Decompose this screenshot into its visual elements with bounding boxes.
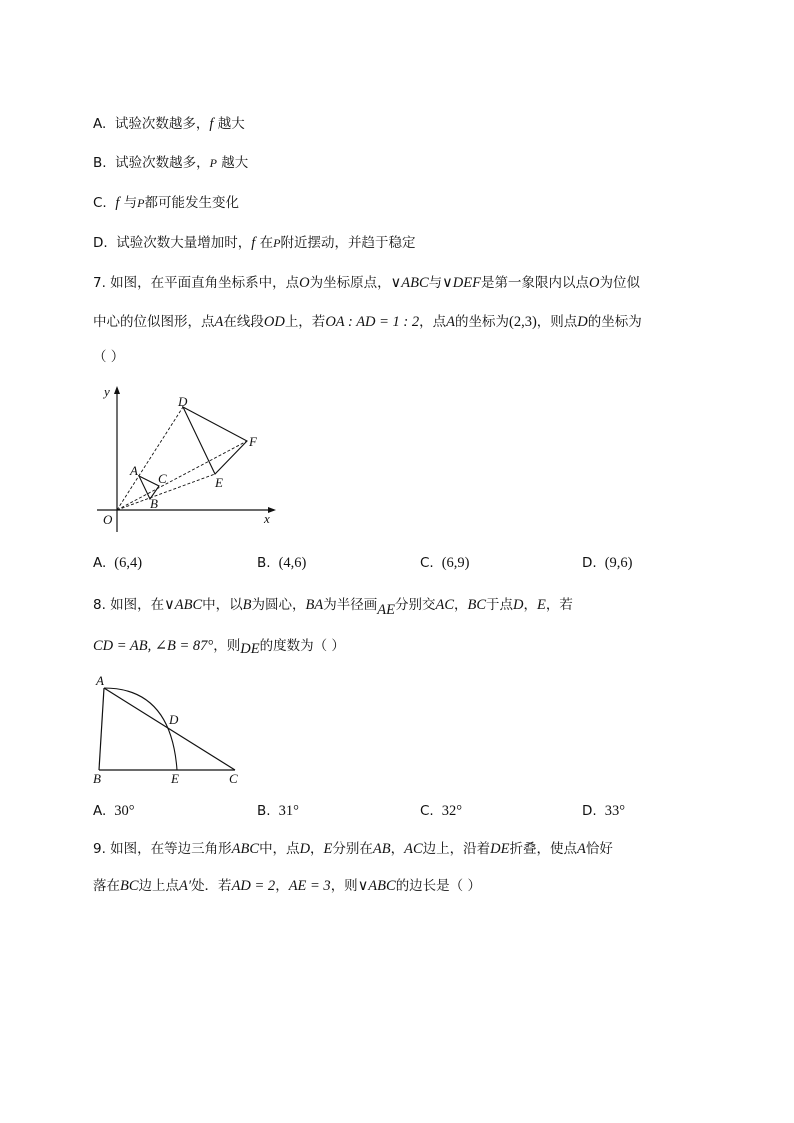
fig8-label-a: A: [96, 673, 104, 688]
triangle-def: [183, 407, 247, 474]
q9-stem-line2: 落在BC边上点A′处．若AD = 2，AE = 3，则∨ABC的边长是（ ）: [93, 878, 481, 894]
q8-option-a: A. 30°: [93, 803, 135, 819]
q6-option-c: C. f 与P都可能发生变化: [93, 195, 239, 211]
q8-stem-line1: 8. 如图，在∨ABC中，以B为圆心，BA为半径画AE分别交AC，BC于点D，E，若: [93, 597, 573, 618]
q6-option-a: A. 试验次数越多，f 越大: [93, 116, 245, 132]
label-y: y: [104, 384, 110, 399]
q8-figure: [90, 670, 250, 786]
fig8-label-b: B: [93, 771, 101, 786]
q8-option-c: C. 32°: [420, 803, 463, 819]
ray-od: [117, 407, 183, 510]
q8-option-d: D. 33°: [582, 803, 625, 819]
arc-ae: AE: [377, 602, 395, 618]
q7-answer-paren: （ ）: [93, 349, 125, 365]
q8-stem-line2: CD = AB, ∠B = 87°，则DE的度数为（ ）: [93, 638, 345, 657]
label-d: D: [178, 394, 188, 409]
label-o: O: [103, 512, 113, 527]
q7-stem-line1: 7. 如图，在平面直角坐标系中，点O为坐标原点，∨ABC与∨DEF是第一象限内以点O为位似: [93, 275, 640, 291]
q7-option-d: D. (9,6): [582, 555, 633, 571]
arc-ae-figure: [104, 688, 177, 770]
q7-option-a: A. (6,4): [93, 555, 143, 571]
q7-figure: [92, 382, 284, 538]
fig8-label-c: C: [229, 771, 238, 786]
label-f: F: [249, 434, 257, 449]
label-b: B: [150, 496, 158, 511]
label-e: E: [215, 475, 223, 490]
y-axis-arrow: [114, 386, 120, 394]
q8-option-b: B. 31°: [257, 803, 299, 819]
fig8-label-d: D: [169, 712, 179, 727]
label-x: x: [264, 511, 270, 526]
q9-stem-line1: 9. 如图，在等边三角形ABC中，点D，E分别在AB，AC边上，沿着DE折叠，使点A恰好: [93, 841, 613, 857]
side-ab: [99, 688, 104, 770]
q6-option-d: D. 试验次数大量增加时，f 在P附近摆动，并趋于稳定: [93, 235, 416, 251]
label-c: C: [158, 471, 167, 486]
q6-option-b: B. 试验次数越多，P 越大: [93, 155, 249, 171]
side-ac: [104, 688, 235, 770]
q7-option-c: C. (6,9): [420, 555, 470, 571]
arc-de: DE: [240, 641, 260, 657]
label-a: A: [130, 463, 138, 478]
q7-stem-line2: 中心的位似图形，点A在线段OD上，若OA : AD = 1 : 2，点A的坐标为(2,3)，则点D的坐标为: [93, 314, 642, 330]
q7-option-b: B. (4,6): [257, 555, 307, 571]
fig8-label-e: E: [171, 771, 179, 786]
